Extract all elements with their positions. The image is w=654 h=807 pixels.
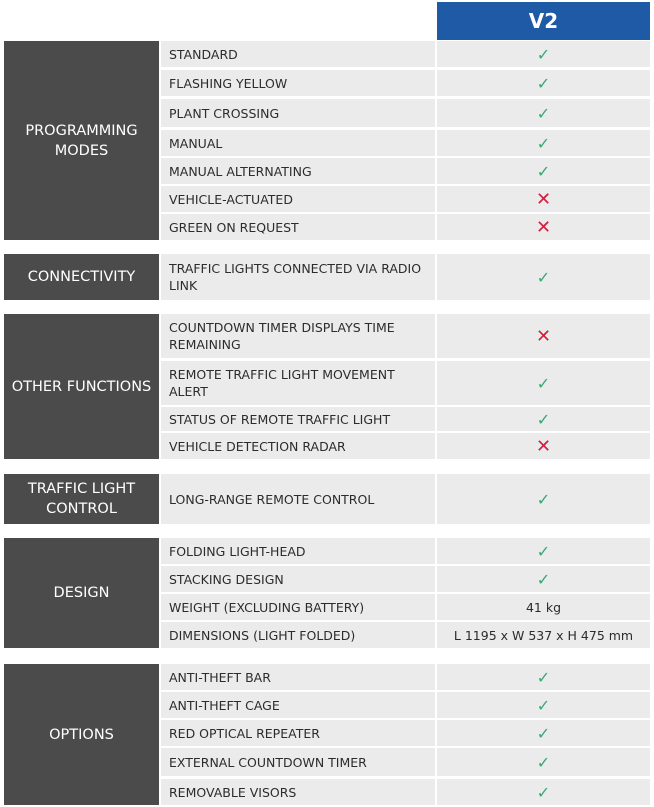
value-text: 41 kg: [437, 594, 650, 620]
row-group: [4, 664, 650, 805]
cross-icon: [437, 433, 650, 459]
check-icon: [437, 566, 650, 592]
check-icon: [437, 748, 650, 776]
check-icon: ✓: [536, 161, 551, 181]
check-icon: [437, 407, 650, 431]
table-row: [161, 361, 650, 405]
cross-icon: [437, 314, 650, 358]
table-row: [161, 664, 650, 690]
feature-label: FLASHING YELLOW: [161, 70, 435, 96]
check-icon: ✓: [536, 73, 551, 93]
check-icon: ✓: [536, 373, 551, 393]
check-icon: [437, 41, 650, 67]
check-icon: [437, 474, 650, 524]
feature-label: COUNTDOWN TIMER DISPLAYS TIME REMAINING: [161, 314, 435, 358]
check-icon: ✓: [536, 409, 551, 429]
check-icon: [437, 254, 650, 300]
category-label: PROGRAMMING MODES: [4, 41, 159, 240]
category-label: DESIGN: [4, 538, 159, 648]
row-group: [4, 474, 650, 524]
table-row: [161, 186, 650, 212]
check-icon: ✓: [536, 752, 551, 772]
feature-label: VEHICLE-ACTUATED: [161, 186, 435, 212]
table-row: [161, 254, 650, 300]
feature-label: REMOTE TRAFFIC LIGHT MOVEMENT ALERT: [161, 361, 435, 405]
category-label: CONNECTIVITY: [4, 254, 159, 300]
feature-label: TRAFFIC LIGHTS CONNECTED VIA RADIO LINK: [161, 254, 435, 300]
check-icon: ✓: [536, 133, 551, 153]
check-icon: ✓: [536, 667, 551, 687]
feature-label: LONG-RANGE REMOTE CONTROL: [161, 474, 435, 524]
table-row: [161, 41, 650, 67]
cross-icon: ✕: [535, 216, 552, 238]
table-row: [161, 433, 650, 459]
table-row: [161, 538, 650, 564]
feature-label: STATUS OF REMOTE TRAFFIC LIGHT: [161, 407, 435, 431]
feature-label: REMOVABLE VISORS: [161, 779, 435, 805]
check-icon: [437, 720, 650, 746]
check-icon: ✓: [536, 44, 551, 64]
check-icon: [437, 70, 650, 96]
table-row: [161, 474, 650, 524]
table-row: [161, 158, 650, 184]
row-group: [4, 314, 650, 459]
value-text: L 1195 x W 537 x H 475 mm: [437, 622, 650, 648]
table-row: [161, 566, 650, 592]
check-icon: [437, 538, 650, 564]
check-icon: [437, 130, 650, 156]
check-icon: ✓: [536, 723, 551, 743]
table-row: [161, 594, 650, 620]
feature-label: STACKING DESIGN: [161, 566, 435, 592]
check-icon: ✓: [536, 569, 551, 589]
row-group: [4, 254, 650, 300]
table-row: [161, 407, 650, 431]
table-row: [161, 692, 650, 718]
row-group: [4, 538, 650, 648]
cross-icon: ✕: [535, 435, 552, 457]
table-row: [161, 779, 650, 805]
table-row: [161, 70, 650, 96]
check-icon: ✓: [536, 489, 551, 509]
table-row: [161, 720, 650, 746]
cross-icon: ✕: [535, 325, 552, 347]
feature-label: MANUAL: [161, 130, 435, 156]
cross-icon: [437, 214, 650, 240]
category-label: OTHER FUNCTIONS: [4, 314, 159, 459]
category-label: TRAFFIC LIGHT CONTROL: [4, 474, 159, 524]
table-row: [161, 748, 650, 776]
check-icon: [437, 361, 650, 405]
table-row: [161, 99, 650, 127]
feature-label: ANTI-THEFT CAGE: [161, 692, 435, 718]
feature-label: MANUAL ALTERNATING: [161, 158, 435, 184]
table-row: [161, 130, 650, 156]
cross-icon: [437, 186, 650, 212]
feature-label: VEHICLE DETECTION RADAR: [161, 433, 435, 459]
check-icon: [437, 692, 650, 718]
feature-label: STANDARD: [161, 41, 435, 67]
feature-label: DIMENSIONS (LIGHT FOLDED): [161, 622, 435, 648]
check-icon: [437, 158, 650, 184]
check-icon: ✓: [536, 695, 551, 715]
feature-label: GREEN ON REQUEST: [161, 214, 435, 240]
feature-label: EXTERNAL COUNTDOWN TIMER: [161, 748, 435, 776]
check-icon: [437, 779, 650, 805]
check-icon: [437, 664, 650, 690]
feature-label: ANTI-THEFT BAR: [161, 664, 435, 690]
table-row: [161, 622, 650, 648]
check-icon: ✓: [536, 267, 551, 287]
check-icon: ✓: [536, 103, 551, 123]
column-header-v2: V2: [437, 2, 650, 40]
feature-label: PLANT CROSSING: [161, 99, 435, 127]
check-icon: ✓: [536, 782, 551, 802]
feature-label: RED OPTICAL REPEATER: [161, 720, 435, 746]
feature-label: FOLDING LIGHT-HEAD: [161, 538, 435, 564]
category-label: OPTIONS: [4, 664, 159, 805]
check-icon: [437, 99, 650, 127]
table-row: [161, 314, 650, 358]
check-icon: ✓: [536, 541, 551, 561]
cross-icon: ✕: [535, 188, 552, 210]
row-group: [4, 41, 650, 240]
table-row: [161, 214, 650, 240]
feature-label: WEIGHT (EXCLUDING BATTERY): [161, 594, 435, 620]
